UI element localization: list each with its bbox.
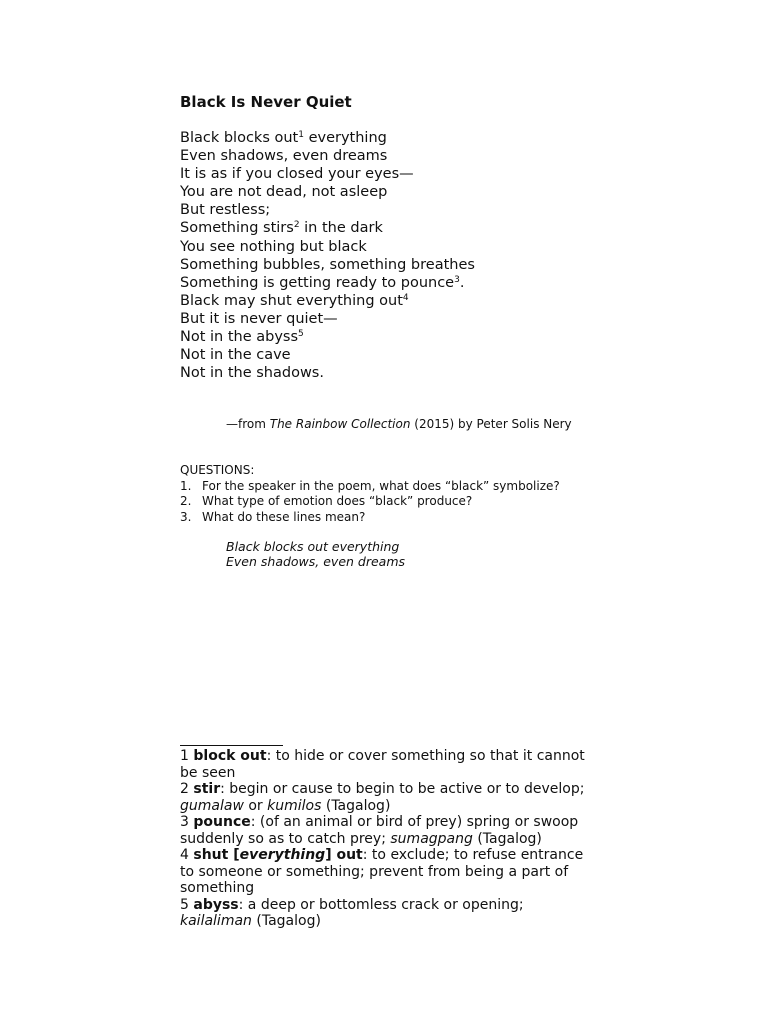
tagalog-word: sumagpang [390, 830, 473, 847]
footnote-ref: 1 [298, 130, 304, 140]
footnote-term: pounce [193, 814, 251, 830]
quoted-line: Black blocks out everything [226, 539, 400, 554]
poem-line: Not in the abyss$^5$ [180, 329, 304, 346]
poem-body [180, 129, 475, 382]
footnote-ref: 5 [298, 329, 304, 340]
poem-line: Even shadows, even dreams [180, 148, 388, 165]
quoted-line: Even shadows, even dreams [226, 554, 406, 569]
poem-line: Not in the shadows. [180, 365, 324, 382]
poem-line: You see nothing but black [180, 238, 367, 255]
footnote-3: 3 pounce: (of an animal or bird of prey) spring or swoop suddenly so as to catch prey; sumagpang (Tagalog) [180, 814, 579, 847]
footnote-term: abyss [193, 896, 239, 913]
footnote-term: stir [193, 781, 221, 797]
poem-line: Black may shut everything out$^4$ [180, 292, 409, 309]
footnote-2: 2 stir: begin or cause to begin to be active or to develop; gumalaw or kumilos (Tagalog) [180, 781, 585, 814]
poem-title: Black Is Never Quiet [180, 93, 352, 111]
footnote-ref: 2 [293, 220, 300, 231]
questions-section [180, 463, 560, 525]
poem-attribution: —from The Rainbow Collection (2015) by Peter Solis Nery [226, 417, 572, 431]
footnote-divider [180, 745, 283, 746]
poem-line: Something is getting ready to pounce$^3$. [180, 274, 465, 291]
poem-line: But restless; [180, 202, 271, 219]
questions-list [180, 479, 560, 526]
poem-line: Black blocks out$^1$ everything [180, 130, 387, 146]
question-item: 3. What do these lines mean? [180, 509, 366, 524]
footnotes [180, 748, 590, 930]
poem-line: Something bubbles, something breathes [180, 256, 475, 273]
poem-line: But it is never quiet— [180, 310, 338, 327]
footnote-4: 4 shut [everything] out: to exclude; to refuse entrance to someone or something; prevent from being a part of something [180, 847, 584, 896]
question-item: 1. For the speaker in the poem, what does “black” symbolize? [180, 478, 560, 493]
footnote-5: 5 abyss: a deep or bottomless crack or opening; kailaliman (Tagalog) [180, 896, 524, 929]
footnote-ref: 3 [454, 274, 460, 285]
questions-heading: QUESTIONS: [180, 463, 255, 477]
footnote-1: 1 block out: to hide or cover something so that it cannot be seen [180, 748, 585, 781]
tagalog-word: gumalaw [180, 797, 244, 814]
question-item: 2. What type of emotion does “black” produce? [180, 494, 473, 508]
quoted-lines [226, 539, 405, 569]
tagalog-word: kumilos [267, 797, 322, 814]
book-title: The Rainbow Collection [269, 417, 411, 431]
tagalog-word: kailaliman [180, 913, 252, 929]
poem-line: It is as if you closed your eyes— [180, 166, 414, 183]
poem-line: You are not dead, not asleep [180, 184, 388, 201]
footnote-ref: 4 [402, 292, 409, 303]
footnote-term: block out [193, 748, 267, 764]
poem-line: Not in the cave [180, 347, 291, 364]
footnote-term: shut [everything] out [193, 847, 363, 863]
poem-line: Something stirs$^2$ in the dark [180, 220, 383, 237]
